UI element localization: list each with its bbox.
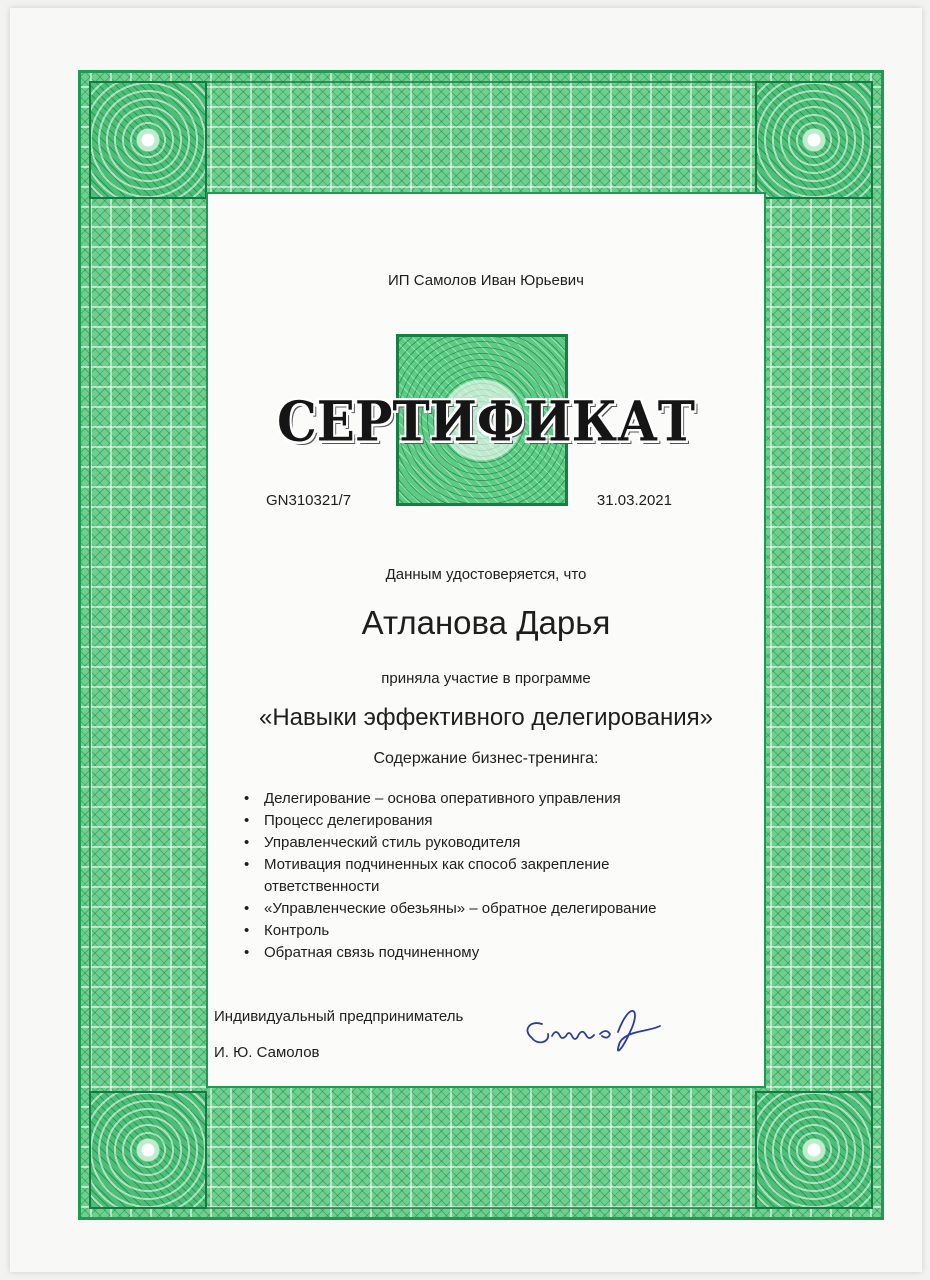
corner-rosette-bottom-right <box>755 1091 873 1209</box>
signatory-title: Индивидуальный предприниматель <box>214 1008 464 1025</box>
certificate-sheet <box>10 8 922 1272</box>
topic-item: • Делегирование – основа оперативного управления <box>244 788 724 810</box>
contents-label: Содержание бизнес-тренинга: <box>373 750 599 767</box>
topics-list <box>244 788 724 964</box>
certificate-date: 31.03.2021 <box>596 492 672 509</box>
certificate-content-panel <box>208 194 764 1086</box>
topic-item: • Обратная связь подчиненному <box>244 942 724 964</box>
topic-item: • Процесс делегирования <box>244 810 724 832</box>
participation-text: приняла участие в программе <box>381 670 591 687</box>
corner-rosette-top-right <box>755 81 873 199</box>
topic-item: • Контроль <box>244 920 724 942</box>
topic-item: • «Управленческие обезьяны» – обратное делегирование <box>244 898 724 920</box>
topic-item: • Управленческий стиль руководителя <box>244 832 724 854</box>
signatory-name: И. Ю. Самолов <box>214 1044 320 1061</box>
program-name: «Навыки эффективного делегирования» <box>258 704 714 731</box>
handwritten-signature <box>518 1002 668 1062</box>
issuer: ИП Самолов Иван Юрьевич <box>388 272 584 289</box>
certificate-number: GN310321/7 <box>266 492 352 509</box>
corner-rosette-bottom-left <box>89 1091 207 1209</box>
recipient-name: Атланова Дарья <box>361 604 611 641</box>
certificate-title: СЕРТИФИКАТ <box>276 389 696 454</box>
corner-rosette-top-left <box>89 81 207 199</box>
certifies-text: Данным удостоверяется, что <box>385 566 587 583</box>
topic-item: • Мотивация подчиненных как способ закрепление ответственности <box>244 854 724 898</box>
